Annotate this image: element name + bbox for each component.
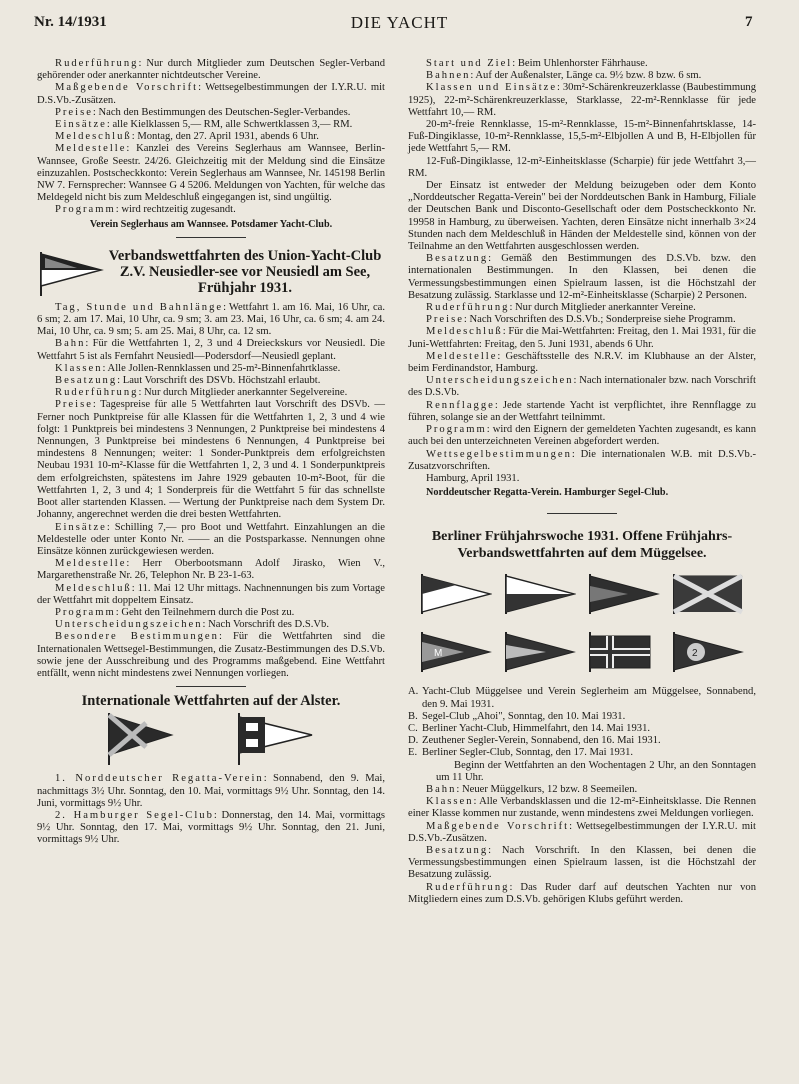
- paragraph: [408, 82, 756, 119]
- paragraph: [408, 70, 756, 82]
- list-letter: C.: [408, 722, 418, 734]
- paragraph: [37, 338, 385, 362]
- paragraph-text: Der Einsatz ist entweder der Meldung beizugeben oder dem Konto „Norddeutscher Regatta-Verein" bei der Norddeutschen Bank in Hamburg, Filiale der Deutschen Bank und Disconto-Gesellschaft oder dem Postscheckkonto Nr. 19958 in Hamburg, zu überweisen. Yachten, deren Einsätze nicht innerhalb 3×24 Stunden nach dem Meldeschluß in Händen der Meldestelle sind, können von der Teilnahme an den Wettfahrten ausgeschlossen werden.: [408, 180, 756, 253]
- alster-signature: Norddeutscher Regatta-Verein. Hamburger Segel-Club.: [426, 487, 669, 499]
- paragraph-text: : Herr Oberbootsmann Adolf Jirasko, Wien V., Margarethenstraße Nr. 26, Telephon Nr. B 23-1-63.: [37, 558, 385, 582]
- paragraph-label: Programm: [426, 424, 487, 436]
- paragraph: [37, 119, 385, 131]
- paragraph-text: 12-Fuß-Dingiklasse, 12-m²-Einheitsklasse (Scharpie) für jede Wettfahrt 3,— RM.: [408, 155, 756, 179]
- paragraph-label: Ruderführung: [426, 881, 510, 893]
- paragraph-text: : Nur durch Mitglieder anerkannter Vereine.: [509, 302, 696, 314]
- dark-triangle-flag-icon: [588, 572, 660, 616]
- paragraph-text: 20-m²-freie Rennklasse, 15-m²-Rennklasse, 15-m²-Binnenfahrtsklasse, 14-Fuß-Dingiklasse, 10-m²-Rennklasse, 15,5-m²-Elbjollen A und B, H-Elbjollen für jede Wettfahrt 5,— RM.: [408, 119, 756, 155]
- paragraph-label: Meldeschluß: [55, 582, 132, 594]
- page-header: [0, 0, 799, 40]
- triangle-flag-icon: [420, 572, 492, 616]
- paragraph: [37, 107, 385, 119]
- paragraph: [408, 473, 756, 485]
- nrv-cross-pennant-icon: [106, 711, 176, 767]
- page-number: 7: [745, 14, 753, 30]
- paragraph-label: Meldestelle: [55, 143, 127, 155]
- svg-text:M: M: [434, 648, 443, 660]
- paragraph-label: Meldestelle: [55, 558, 127, 570]
- paragraph-text: : Wettsegelbestimmungen der I.Y.R.U. mit D.S.Vb.-Zusätzen.: [37, 82, 385, 106]
- paragraph-label: Meldestelle: [426, 350, 498, 362]
- start-times: Beginn der Wettfahrten an den Wochentagen 2 Uhr, an den Sonntagen um 11 Uhr.: [436, 759, 756, 783]
- paragraph-label: Meldeschluß: [426, 326, 503, 338]
- paragraph: [37, 375, 385, 387]
- paragraph-text: : Nach Vorschriften des D.S.Vb.; Sonderpreise siehe Programm.: [463, 314, 736, 326]
- paragraph-text: : Geschäftsstelle des N.R.V. im Klubhause an der Alster, beim Ferdinandstor, Hamburg.: [408, 350, 756, 375]
- paragraph: [408, 882, 756, 906]
- paragraph-text: : Jede startende Yacht ist verpflichtet, ihre Rennflagge zu führen, solange sie an der Wettfahrt teilnimmt.: [408, 399, 756, 423]
- paragraph-label: 2. Hamburger Segel-Club: [55, 809, 214, 821]
- paragraph-text: : Schilling 7,— pro Boot und Wettfahrt. Einzahlungen an die Meldestelle oder unter Konto Nr. —— an die Postsparkasse. Nennungen ohne Einsätze können zurückgewiesen werden.: [37, 521, 385, 557]
- paragraph-label: Klassen: [55, 362, 103, 374]
- paragraph: [408, 351, 756, 375]
- paragraph: [408, 156, 756, 180]
- paragraph: [37, 607, 385, 619]
- paragraph: [408, 180, 756, 253]
- nordic-cross-flag-icon: [588, 630, 660, 674]
- magazine-title: DIE YACHT: [350, 13, 449, 32]
- paragraph-text: Hamburg, April 1931.: [426, 472, 520, 484]
- paragraph-label: Wettsegelbestimmungen: [426, 448, 572, 460]
- list-item: [408, 723, 756, 735]
- paragraph-label: Einsätze: [55, 119, 107, 131]
- paragraph: [408, 845, 756, 882]
- paragraph-label: Bahnen: [426, 70, 471, 82]
- paragraph-text: : Kanzlei des Vereins Seglerhaus am Wannsee, Berlin-Wannsee, Große Seestr. 24/26. Gleichzeitig mit der Meldung sind die Einsätze einzuzahlen. Postscheckkonto: Verein Seglerhaus am Wannsee, Nr. 145198 Berlin NW 7. Fernsprecher: Wannsee G 4 5206. Meldungen von Yachten, für welche das Meldegeld nicht bis zum Meldeschluß eingegangen ist, sind ungültig.: [37, 143, 385, 204]
- paragraph-label: Ruderführung: [426, 302, 510, 314]
- paragraph: [37, 143, 385, 204]
- paragraph-text: : 11. Mai 12 Uhr mittags. Nachnennungen bis zum Vortage der Wettfahrt mit doppeltem Einsatz.: [37, 582, 385, 606]
- paragraph: [37, 773, 385, 810]
- alster-title: Internationale Wettfahrten auf der Alster.: [81, 693, 341, 710]
- paragraph: [37, 558, 385, 582]
- paragraph-text: : Wettsegelbestimmungen der I.Y.R.U. mit D.S.Vb.-Zusätzen.: [408, 820, 756, 844]
- list-text: Berliner Segler-Club, Sonntag, den 17. Mai 1931.: [422, 747, 634, 759]
- paragraph: [408, 119, 756, 156]
- paragraph: [37, 58, 385, 82]
- paragraph: [408, 424, 756, 448]
- paragraph-text: : Nach den Bestimmungen des Deutschen-Segler-Verbandes.: [92, 106, 351, 118]
- paragraph: [37, 302, 385, 339]
- paragraph: [408, 58, 756, 70]
- paragraph-text: : Wettfahrt 1. am 16. Mai, 16 Uhr, ca. 6 sm; 2. am 17. Mai, 10 Uhr, ca. 9 sm; 3. am 23. Mai, 16 Uhr, ca. 6 sm; 4. am 24. Mai, 10 Uhr, ca. 9 sm; 5. am 25. Mai, 8 Uhr, ca. 12 sm.: [37, 301, 385, 338]
- paragraph-text: : Nur durch Mitglieder anerkannter Segelvereine.: [138, 387, 348, 399]
- paragraph-label: Besondere Bestimmungen: [55, 631, 219, 643]
- circle-2-pennant-icon: [672, 630, 744, 674]
- paragraph-text: : Für die Wettfahrten 1, 2, 3 und 4 Dreieckskurs vor Neusiedl. Die Wettfahrt 5 ist als Fernfahrt Neusiedl—Podersdorf—Neusiedl geplant.: [37, 338, 385, 362]
- paragraph-text: : alle Kielklassen 5,— RM, alle Schwertklassen 3,— RM.: [106, 119, 353, 131]
- paragraph-label: Meldeschluß: [55, 131, 132, 143]
- paragraph-text: : Auf der Außenalster, Länge ca. 9½ bzw. 8 bzw. 6 sm.: [470, 70, 702, 82]
- paragraph-text: : Tagespreise für alle 5 Wettfahrten laut Vorschrift des DSVb. — Ferner noch Punktpreise für alle Klassen für die Wettfahrten 1, 2, 3 und 4 wie folgt: 1 Punktpreis bei mindestens 3 Nennungen, 2 Punktpreise bei mindestens 4 Nennungen, 3 Punktpreise bei mindestens 6 Nennungen, 4 Punktpreise bei mindestens 8 Nennungen; weiter: 1 Sonder-Punktpreis dem erfolgreichsten Neubau 1931 10-m²-Klasse für die Wettfahrten 1, 2, 3 und 4. 1 Sonderpunktpreis dem erfolgreichsten, spätestens im Jahre 1929 gebauten 10-m²-Boot, für die Wettfahrten 1, 2, 3 und 4; 1 Sonderpreis für die Wettfahrt 5 für das schnellste Boot aller startenden Klassen. — Wertung der Punktpreise nach dem System Dr. Johanny, angerechnet werden die drei besten Wettfahrten.: [37, 399, 385, 521]
- paragraph: [37, 82, 385, 106]
- paragraph-text: : Alle Verbandsklassen und die 12-m²-Einheitsklasse. Die Rennen einer Klasse kommen nur zustande, wenn mindestens zwei Meldungen vorliegen.: [408, 796, 756, 820]
- paragraph-label: Einsätze: [55, 521, 107, 533]
- paragraph-text: : Laut Vorschrift des DSVb. Höchstzahl erlaubt.: [117, 375, 321, 387]
- list-letter: A.: [408, 686, 419, 698]
- paragraph-label: Preise: [55, 399, 93, 411]
- m-pennant-icon: [420, 630, 492, 674]
- paragraph: [37, 619, 385, 631]
- neusiedl-announcement: [37, 302, 385, 680]
- paragraph: [408, 253, 756, 302]
- paragraph: [408, 302, 756, 314]
- paragraph-text: : Geht den Teilnehmern durch die Post zu.: [115, 606, 295, 618]
- paragraph: [37, 131, 385, 143]
- paragraph-label: Bahn: [55, 338, 86, 350]
- paragraph: [408, 796, 756, 820]
- paragraph-label: Programm: [55, 204, 116, 216]
- alster-entries: [37, 773, 385, 846]
- muggelsee-announcement: [408, 784, 756, 906]
- paragraph-label: Besatzung: [426, 844, 489, 856]
- club-flags: [408, 572, 756, 674]
- paragraph-text: : wird rechtzeitig zugesandt.: [115, 204, 236, 216]
- paragraph-text: : Nach Vorschrift. In den Klassen, bei denen die Vermessungsbestimmungen einen Spielraum lassen, ist die Höchstzahl der Besatzung zulässig.: [408, 844, 756, 881]
- paragraph: [37, 204, 385, 216]
- paragraph-label: Ruderführung: [55, 387, 139, 399]
- regatta-list: [408, 686, 756, 759]
- paragraph-text: : wird den Eignern der gemeldeten Yachten zugesandt, es kann auch bei den unterzeichneten Vereinen abgefordert werden.: [408, 424, 756, 448]
- paragraph-text: : Nur durch Mitglieder zum Deutschen Segler-Verband gehörender oder anerkannter nichtdeutscher Vereine.: [37, 58, 385, 82]
- paragraph-text: : Alle Jollen-Rennklassen und 25-m²-Binnenfahrtklasse.: [102, 362, 341, 374]
- paragraph-label: Klassen und Einsätze: [426, 82, 558, 94]
- wannsee-announcement: [37, 58, 385, 217]
- paragraph-label: 1. Norddeutscher Regatta-Verein: [55, 773, 264, 785]
- paragraph-label: Besatzung: [55, 375, 118, 387]
- paragraph: [408, 400, 756, 424]
- list-text: Yacht-Club Müggelsee und Verein Seglerheim am Müggelsee, Sonnabend, den 9. Mai 1931.: [422, 686, 756, 710]
- paragraph: [408, 314, 756, 326]
- paragraph-label: Klassen: [426, 796, 474, 808]
- paragraph-text: : Donnerstag, den 14. Mai, vormittags 9½ Uhr. Sonntag, den 17. Mai, vormittags 9½ Uhr. Sonntag, den 21. Juni, vormittags 9½ Uhr.: [37, 809, 385, 846]
- list-letter: D.: [408, 735, 419, 747]
- paragraph: [37, 399, 385, 521]
- paragraph: [37, 387, 385, 399]
- paragraph-label: Maßgebende Vorschrift: [426, 820, 570, 832]
- paragraph-label: Preise: [426, 314, 464, 326]
- paragraph-label: Tag, Stunde und Bahnlänge: [55, 301, 224, 313]
- muggelsee-title: Berliner Frühjahrswoche 1931. Offene Frühjahrs-Verbandswettfahrten auf dem Müggelsee.: [431, 529, 733, 562]
- list-text: Zeuthener Segler-Verein, Sonnabend, den 16. Mai 1931.: [422, 735, 661, 747]
- list-item: [408, 711, 756, 723]
- stripe-pennant-icon: [504, 630, 576, 674]
- paragraph-text: : Nach Vorschrift des D.S.Vb.: [202, 619, 329, 631]
- paragraph: [408, 375, 756, 399]
- svg-text:2: 2: [692, 648, 698, 660]
- paragraph: [408, 449, 756, 473]
- paragraph-label: Programm: [55, 606, 116, 618]
- list-item: [408, 686, 756, 710]
- paragraph-text: : Sonnabend, den 9. Mai, nachmittags 3½ Uhr. Sonntag, den 10. Mai, vormittags 9½ Uhr. Sonntag, den 14. Juni, vormittags 9½ Uhr.: [37, 773, 385, 809]
- paragraph: [37, 583, 385, 607]
- neusiedl-title: Verbandswettfahrten des Union-Yacht-Club Z.V. Neusiedler-see vor Neusiedl am See, Frühjahr 1931.: [108, 247, 382, 296]
- paragraph-text: : Neuer Müggelkurs, 12 bzw. 8 Seemeilen.: [456, 783, 638, 795]
- divider: [176, 237, 246, 238]
- hsc-pennant-icon: [236, 711, 316, 767]
- list-item: [408, 747, 756, 759]
- paragraph: [408, 821, 756, 845]
- paragraph-label: Ruderführung: [55, 58, 139, 69]
- right-column: [408, 58, 756, 906]
- paragraph-text: : 30m²-Schärenkreuzerklasse (Baubestimmung 1925), 22-m²-Schärenkreuzerklasse, Starklasse, 22-m²-Rennklasse für jede Wettfahrt 10,— RM.: [408, 82, 756, 118]
- paragraph-text: : Für die Wettfahrten sind die Internationalen Wettsegel-Bestimmungen, die Zusatz-Bestimmungen des D.S.Vb. sowie jene der Ausschreibung und des Programms maßgebend. Eine Wettfahrt entfällt, wenn nicht mindestens zwei Nennungen vorliegen.: [37, 631, 385, 679]
- paragraph: [37, 810, 385, 847]
- paragraph: [37, 522, 385, 559]
- paragraph-label: Maßgebende Vorschrift: [55, 82, 199, 94]
- left-column: [37, 58, 385, 847]
- saltire-rect-flag-icon: [672, 572, 744, 616]
- paragraph-label: Preise: [55, 106, 93, 118]
- paragraph-label: Besatzung: [426, 253, 489, 265]
- paragraph: [408, 326, 756, 350]
- union-yacht-club-pennant-icon: [37, 248, 105, 298]
- neusiedl-heading: [37, 248, 385, 298]
- paragraph-text: : Nach internationaler bzw. nach Vorschrift des D.S.Vb.: [408, 375, 756, 399]
- list-letter: B.: [408, 710, 418, 722]
- paragraph-label: Unterscheidungszeichen: [426, 375, 574, 387]
- paragraph-label: Start und Ziel: [426, 58, 513, 69]
- divider: [547, 513, 617, 514]
- paragraph-text: : Montag, den 27. April 1931, abends 6 Uhr.: [131, 131, 319, 143]
- paragraph-label: Rennflagge: [426, 399, 495, 411]
- divider: [176, 686, 246, 687]
- paragraph: [37, 631, 385, 680]
- paragraph-text: : Gemäß den Bestimmungen des D.S.Vb. bzw. den internationalen Bestimmungen. In den Klassen, bei denen die Vermessungsbestimmungen einen Spielraum lassen, ist die Höchstzahl der Besatzung zulässig. Starklasse und 12-m²-Einheitsklasse (Scharpie) 2 Personen.: [408, 253, 756, 301]
- wannsee-signature: Verein Seglerhaus am Wannsee. Potsdamer Yacht-Club.: [89, 218, 333, 230]
- paragraph: [408, 784, 756, 796]
- paragraph-text: : Für die Mai-Wettfahrten: Freitag, den 1. Mai 1931, für die Juni-Wettfahrten: Freitag, den 5. Juni 1931, abends 6 Uhr.: [408, 326, 756, 350]
- alster-flags: [37, 711, 385, 767]
- paragraph-label: Unterscheidungszeichen: [55, 619, 203, 631]
- paragraph-label: Bahn: [426, 783, 457, 795]
- list-text: Berliner Yacht-Club, Himmelfahrt, den 14. Mai 1931.: [422, 722, 651, 734]
- list-text: Segel-Club „Ahoi", Sonntag, den 10. Mai 1931.: [422, 710, 626, 722]
- split-pennant-icon: [504, 572, 576, 616]
- issue-number: Nr. 14/1931: [34, 14, 107, 30]
- paragraph-text: : Das Ruder darf auf deutschen Yachten nur von Mitgliedern eines zum D.S.Vb. gehörigen Klubs geführt werden.: [408, 881, 756, 905]
- list-item: [408, 735, 756, 747]
- list-letter: E.: [408, 747, 418, 759]
- paragraph-text: : Die internationalen W.B. mit D.S.Vb.-Zusatzvorschriften.: [408, 448, 756, 472]
- paragraph: [37, 363, 385, 375]
- alster-announcement: [408, 58, 756, 485]
- paragraph-text: : Beim Uhlenhorster Fährhause.: [512, 58, 648, 69]
